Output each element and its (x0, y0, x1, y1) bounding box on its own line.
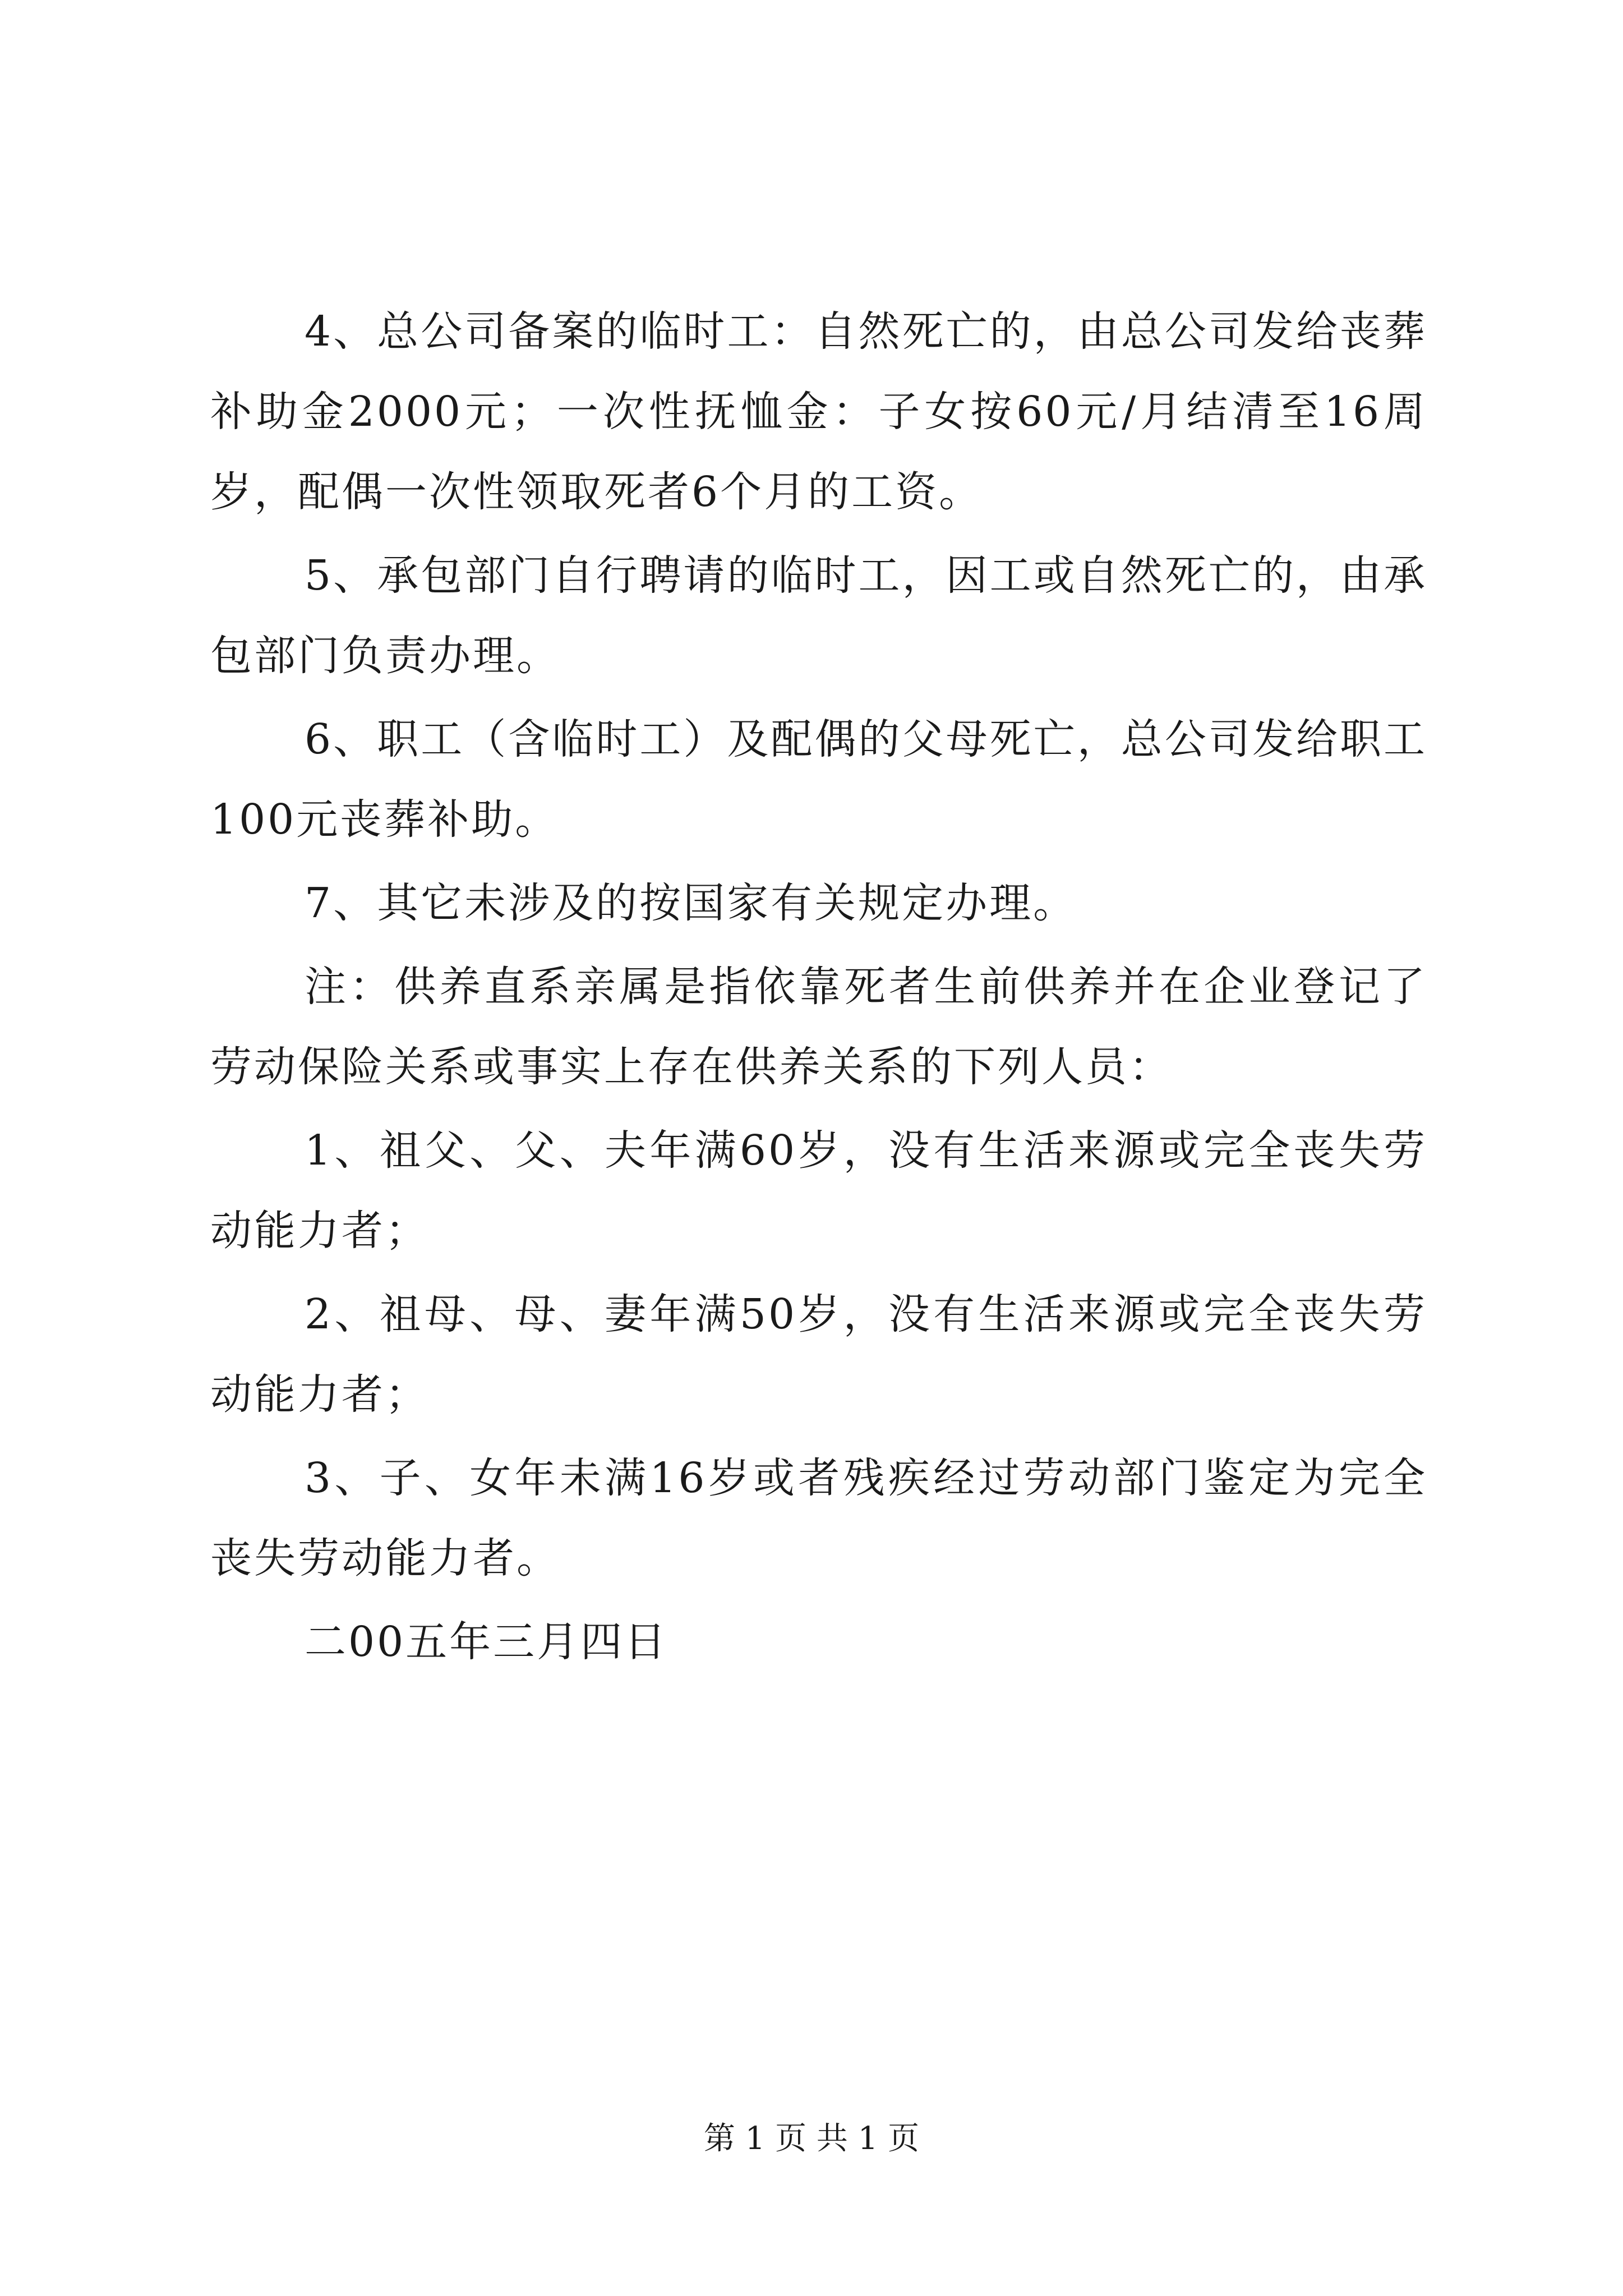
paragraph-item-6: 6、职工（含临时工）及配偶的父母死亡，总公司发给职工100元丧葬补助。 (210, 715, 1427, 844)
dependent-item-2: 2、祖母、母、妻年满50岁，没有生活来源或完全丧失劳动能力者； (210, 1290, 1427, 1419)
dependent-item-1: 1、祖父、父、夫年满60岁，没有生活来源或完全丧失劳动能力者； (210, 1126, 1427, 1255)
note-paragraph: 注：供养直系亲属是指依靠死者生前供养并在企业登记了劳动保险关系或事实上存在供养关系的下列人员： (210, 963, 1427, 1091)
page-footer (0, 2119, 1623, 2159)
document-body (210, 292, 1427, 1686)
document-date: 二00五年三月四日 (305, 1618, 668, 1666)
dependent-item-3: 3、子、女年未满16岁或者残疾经过劳动部门鉴定为完全丧失劳动能力者。 (210, 1454, 1427, 1582)
paragraph-item-7: 7、其它未涉及的按国家有关规定办理。 (305, 879, 1077, 927)
page-number-label: 第 1 页 共 1 页 (703, 2120, 920, 2157)
paragraph-item-4: 4、总公司备案的临时工：自然死亡的，由总公司发给丧葬补助金2000元；一次性抚恤金：子女按60元/月结清至16周岁，配偶一次性领取死者6个月的工资。 (210, 307, 1427, 516)
paragraph-item-5: 5、承包部门自行聘请的临时工，因工或自然死亡的，由承包部门负责办理。 (210, 551, 1427, 680)
